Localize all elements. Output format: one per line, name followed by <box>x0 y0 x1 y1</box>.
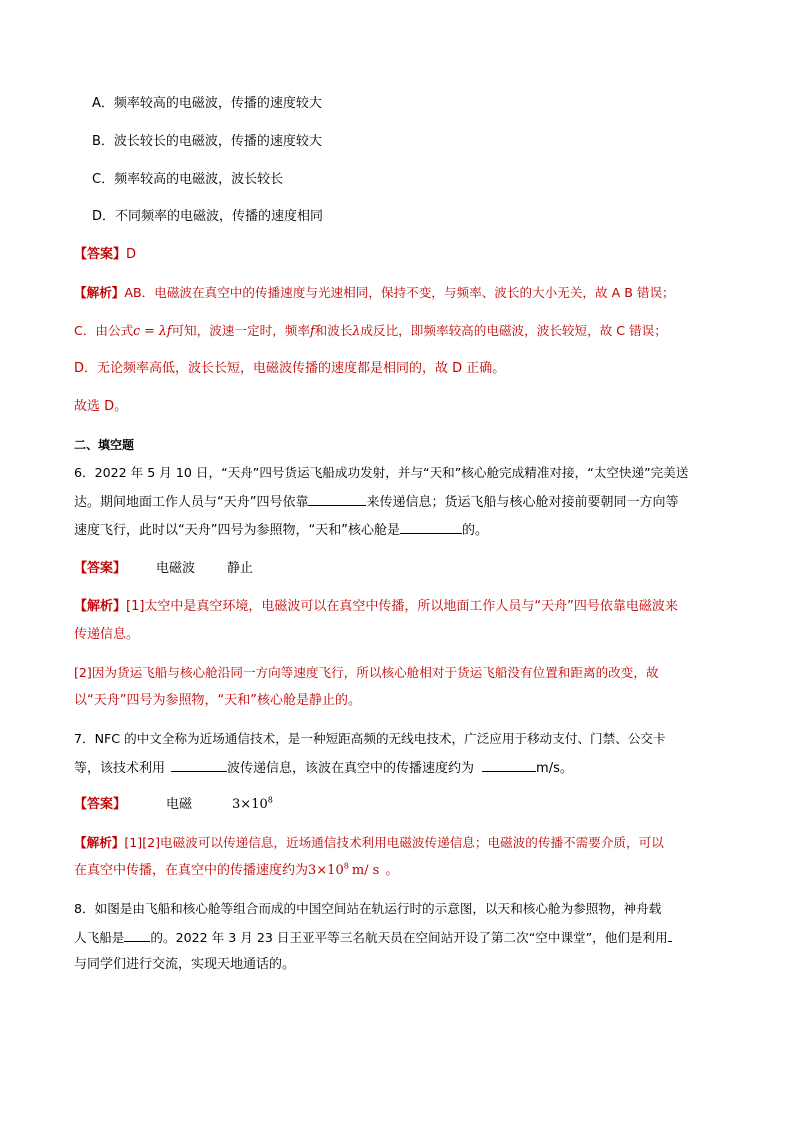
question-text: 等，该技术利用 <box>74 761 166 776</box>
fill-blank <box>124 928 150 942</box>
q6-analysis-line-3: [2]因为货运飞船与核心舱沿同一方向等速度飞行，所以核心舱相对于货运飞船没有位置和距离的改变，故 <box>74 665 659 680</box>
analysis-tag: 【解析】 <box>74 835 125 850</box>
option-a: A．频率较高的电磁波，传播的速度较大 <box>92 96 322 111</box>
analysis-text: 在真空中传播，在真空中的传播速度约为 <box>74 863 309 878</box>
q8-line-2 <box>74 928 672 947</box>
q6-line-3 <box>74 520 488 540</box>
fill-blank <box>308 492 366 506</box>
speed-value: 3×10 <box>308 863 344 878</box>
analysis-text: 成反比，即频率较高的电磁波，波长较短，故 C 错误； <box>360 323 667 338</box>
q7-line-1: 7．NFC 的中文全称为近场通信技术，是一种短距高频的无线电技术，广泛应用于移动支付、门禁、公交卡 <box>74 731 666 746</box>
answer-value: 3×10 <box>232 797 268 812</box>
q5-conclusion: 故选 D。 <box>74 399 128 414</box>
speed-exponent: 8 <box>343 861 349 871</box>
analysis-text: [1]太空中是真空环境，电磁波可以在真空中传播，所以地面工作人员与“天舟”四号依靠电磁波来 <box>126 599 678 614</box>
symbol-f: f <box>309 323 315 338</box>
fill-blank <box>171 758 227 772</box>
q5-analysis-line-1 <box>74 284 675 302</box>
answer-value: 电磁波 <box>156 561 196 576</box>
q6-analysis-line-1 <box>74 598 678 616</box>
q6-line-2 <box>74 492 679 512</box>
q6-analysis-line-2: 传递信息。 <box>74 627 140 642</box>
q6-line-1: 6．2022 年 5 月 10 日，“天舟”四号货运飞船成功发射，并与“天和”核心舱完成精准对接，“太空快递”完美送 <box>74 465 689 480</box>
answer-value: 电磁 <box>166 797 193 812</box>
answer-exponent: 8 <box>267 795 273 805</box>
analysis-text: [1][2]电磁波可以传递信息，近场通信技术利用电磁波传递信息；电磁波的传播不需要介质，可以 <box>124 835 664 850</box>
question-text: 达。期间地面工作人员与“天舟”四号依靠 <box>74 495 309 510</box>
q7-analysis-line-2 <box>74 862 398 880</box>
fill-blank <box>400 520 462 534</box>
analysis-tag: 【解析】 <box>74 285 125 300</box>
answer-value: 静止 <box>227 561 254 576</box>
speed-unit: m/ s <box>351 863 380 878</box>
q8-line-1: 8．如图是由飞船和核心舱等组合而成的中国空间站在轨运行时的示意图，以天和核心舱为参照物，神舟载 <box>74 901 662 916</box>
question-text: 速度飞行，此时以“天舟”四号为参照物，“天和”核心舱是 <box>74 523 400 538</box>
analysis-text: C．由公式 <box>74 323 134 338</box>
fill-blank <box>482 758 536 772</box>
analysis-tag: 【解析】 <box>74 599 127 614</box>
answer-tag: 【答案】 <box>74 797 127 812</box>
q7-line-2 <box>74 758 573 778</box>
question-text: 来传递信息；货运飞船与核心舱对接前要朝同一方向等 <box>366 495 679 510</box>
fill-blank <box>668 928 672 942</box>
answer-tag: 【答案】 <box>74 247 127 262</box>
analysis-text: 。 <box>385 863 399 878</box>
question-text: 人飞船是 <box>74 930 125 945</box>
q8-line-3: 与同学们进行交流，实现天地通话的。 <box>74 957 296 972</box>
analysis-text: AB．电磁波在真空中的传播速度与光速相同，保持不变，与频率、波长的大小无关，故 A B 错误； <box>124 285 675 300</box>
q6-analysis-line-4: 以“天舟”四号为参照物，“天和”核心舱是静止的。 <box>74 693 361 708</box>
question-text: 波传递信息，该波在真空中的传播速度约为 <box>227 761 475 776</box>
analysis-text: 和波长 <box>314 323 353 338</box>
option-b: B．波长较长的电磁波，传播的速度较大 <box>92 134 322 149</box>
question-text: 的。2022 年 3 月 23 日王亚平等三名航天员在空间站开设了第二次“空中课堂”，他们是利用 <box>150 930 668 945</box>
q5-analysis-line-3: D．无论频率高低，波长长短，电磁波传播的速度都是相同的，故 D 正确。 <box>74 361 506 376</box>
question-text: 的。 <box>461 523 488 538</box>
formula: c = λf <box>133 323 172 338</box>
answer-tag: 【答案】 <box>74 561 127 576</box>
question-text: m/s。 <box>536 761 573 776</box>
q5-answer <box>74 246 136 264</box>
q7-analysis-line-1 <box>74 834 664 852</box>
q5-analysis-line-2 <box>74 322 667 340</box>
option-c: C．频率较高的电磁波，波长较长 <box>92 172 284 187</box>
analysis-text: 可知，波速一定时，频率 <box>171 323 310 338</box>
q7-answer <box>74 796 273 814</box>
symbol-lambda: λ <box>352 323 361 338</box>
q6-answer <box>74 560 253 578</box>
section-title: 二、填空题 <box>74 438 135 452</box>
option-d: D．不同频率的电磁波，传播的速度相同 <box>92 209 324 224</box>
answer-value: D <box>126 247 137 262</box>
